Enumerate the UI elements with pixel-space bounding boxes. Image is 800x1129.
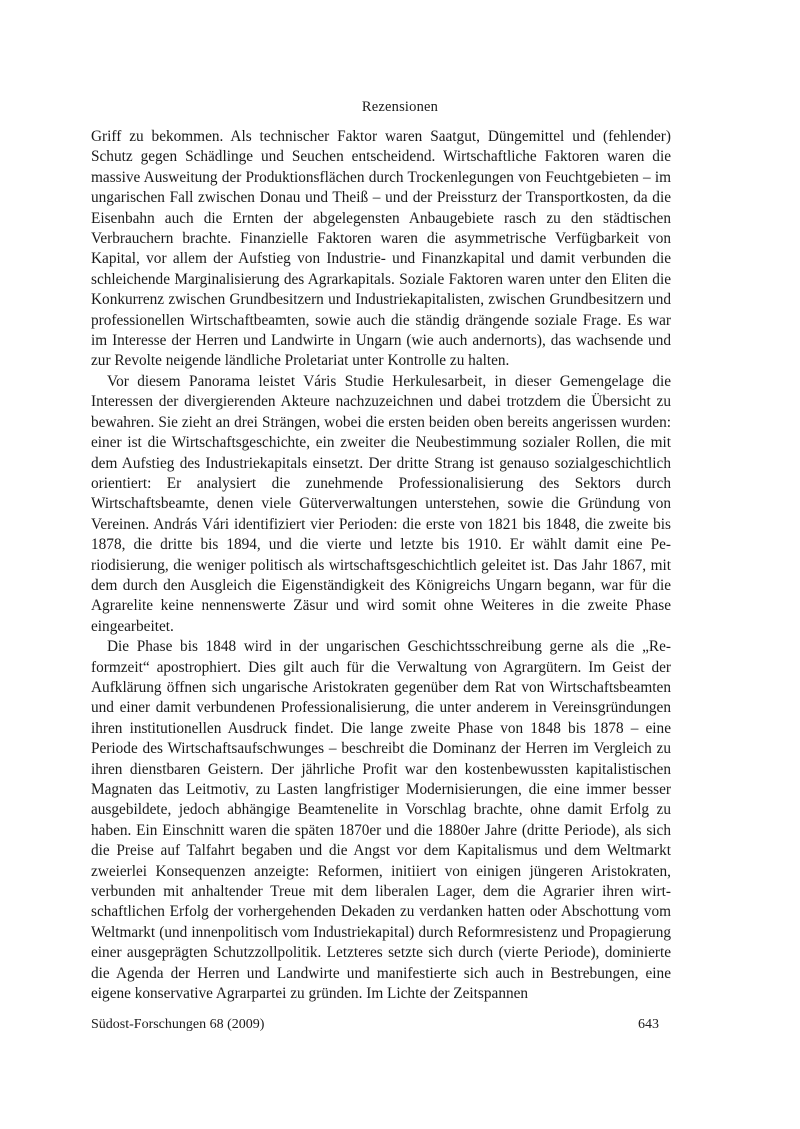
paragraph: Die Phase bis 1848 wird in der ungarischen Geschichtsschreibung gerne als die „Reformzeit“ apostrophiert. Dies gilt auch für die Verwaltung von Agrargütern. Im Geist der Aufklärung öffnen sich ungarische Aristokraten gegenüber dem Rat von Wirtschaftsbeamten und einer damit verbundenen Professionalisierung, die unter anderem in Vereinsgründungen ihren institutionellen Ausdruck findet. Die lange zweite Phase von 1848 bis 1878 – eine Periode des Wirtschaftsaufschwunges – beschreibt die Dominanz der Herren im Vergleich zu ihren dienstbaren Geistern. Der jährliche Profit war den kostenbewussten kapitalistischen Magnaten das Leitmotiv, zu Lasten langfristiger Modernisierungen, die eine immer besser ausgebildete, jedoch abhängige Beamtenelite in Vorschlag brachte, ohne damit Erfolg zu haben. Ein Einschnitt waren die späten 1870er und die 1880er Jahre (dritte Periode), als sich die Preise auf Talfahrt begaben und die Angst vor dem Kapitalismus und dem Weltmarkt zweierlei Konsequenzen anzeigte: Reformen, initiiert von einigen jüngeren Aristokraten, verbunden mit anhaltender Treue mit dem liberalen Lager, dem die Agrarier ihren wirtschaftlichen Erfolg der vorhergehenden Dekaden zu verdanken hatten oder Abschottung vom Weltmarkt (und innenpolitisch vom Industriekapital) durch Reformresistenz und Propagierung einer ausgeprägten Schutzzollpolitik. Letzteres setzte sich durch (vierte Periode), dominierte die Agenda der Herren und Landwirte und manifestierte sich auch in Bestrebungen, eine eigene konservative Agrarpartei zu gründen. Im Lichte der Zeitspannen: [91, 638, 671, 1003]
paragraph: Griff zu bekommen. Als technischer Faktor waren Saatgut, Düngemittel und (fehlender) Schutz gegen Schädlinge und Seuchen entscheidend. Wirtschaftliche Faktoren waren die massive Ausweitung der Produktionsflächen durch Trockenlegungen von Feuchtgebieten – im ungarischen Fall zwischen Donau und Theiß – und der Preissturz der Transportkosten, da die Eisenbahn auch die Ernten der abgelegensten Anbaugebiete rasch zu den städtischen Verbrauchern brachte. Finanzielle Faktoren waren die asymmetrische Verfügbarkeit von Kapital, vor allem der Aufstieg von Industrie- und Finanzkapital und damit verbunden die schleichende Marginalisierung des Agrarkapitals. Soziale Faktoren waren unter den Eliten die Konkurrenz zwischen Grundbesitzern und Industriekapitalisten, zwischen Grundbesitzern und professionellen Wirtschaftbeamten, sowie auch die ständig drängende soziale Frage. Es war im Interesse der Herren und Landwirte in Ungarn (wie auch andernorts), das wachsende und zur Revolte neigende ländliche Proletariat unter Kontrolle zu halten.: [91, 128, 671, 370]
paragraph: Vor diesem Panorama leistet Váris Studie Herkulesarbeit, in dieser Gemengelage die Interessen der divergierenden Akteure nachzuzeichnen und dabei trotzdem die Übersicht zu bewahren. Sie zieht an drei Strängen, wobei die ersten beiden oben bereits angerissen wurden: einer ist die Wirtschaftsgeschichte, ein zweiter die Neubestimmung sozialer Rollen, die mit dem Aufstieg des Industriekapitals einsetzt. Der dritte Strang ist genauso sozialgeschichtlich orientiert: Er analysiert die zunehmende Professionalisierung des Sektors durch Wirtschaftsbeamte, denen viele Güterverwaltungen unterstehen, sowie die Gründung von Vereinen. András Vári identifiziert vier Perioden: die erste von 1821 bis 1848, die zweite bis 1878, die dritte bis 1894, und die vierte und letzte bis 1910. Er wählt damit eine Periodisierung, die weniger politisch als wirtschaftsgeschichtlich geleitet ist. Das Jahr 1867, mit dem durch den Ausgleich die Eigenständigkeit des Königreichs Ungarn begann, war für die Agrarelite keine nennenswerte Zäsur und wird somit ohne Weiteres in die zweite Phase eingearbeitet.: [91, 372, 671, 635]
body-text: [91, 127, 671, 1004]
page-number: 643: [638, 1017, 659, 1032]
journal-citation: Südost-Forschungen 68 (2009): [91, 1017, 265, 1032]
running-head: Rezensionen: [361, 99, 439, 115]
